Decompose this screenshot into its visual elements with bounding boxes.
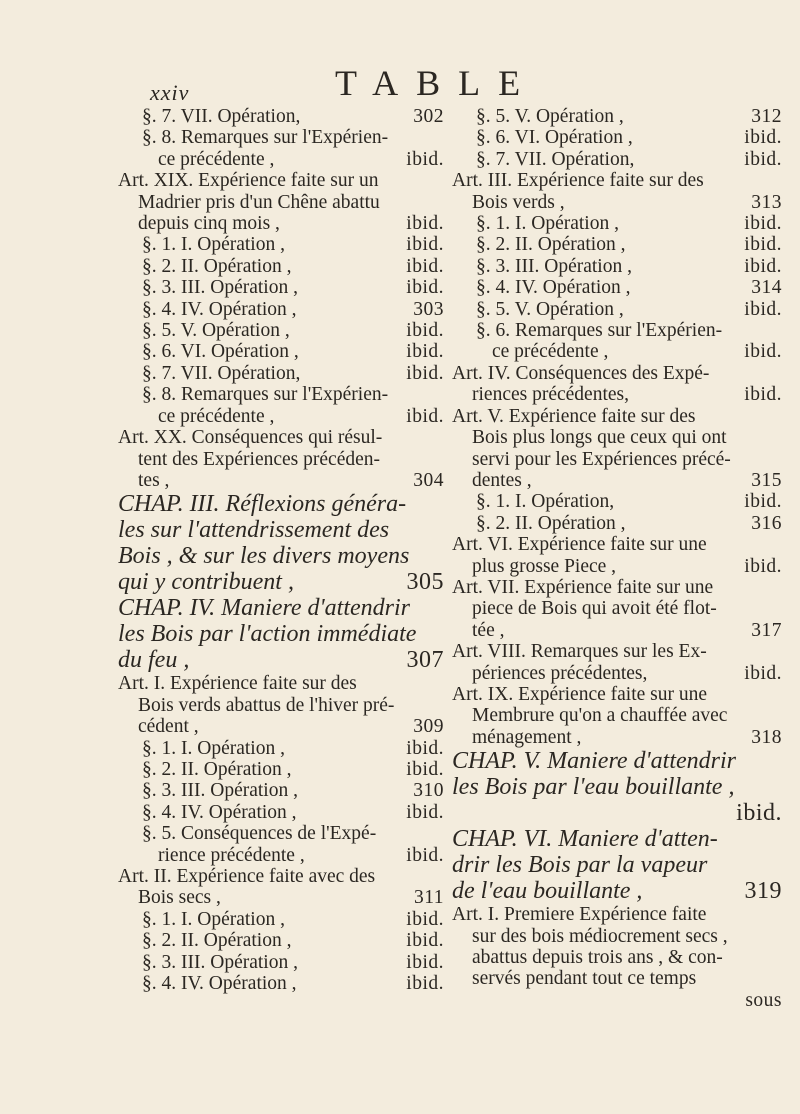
toc-entry-page: 305: [406, 569, 444, 596]
toc-entry: [118, 887, 444, 908]
toc-entry-text: §. 5. V. Opération ,: [142, 320, 290, 342]
toc-entry-text: abattus depuis trois ans , & con-: [472, 947, 723, 968]
toc-entry-text: tée ,: [472, 619, 505, 641]
toc-entry-text: Bois , & sur les divers moyens: [118, 543, 410, 570]
toc-entry-text: Art. VI. Expérience faite sur une: [452, 534, 707, 556]
toc-entry-text: plus grosse Piece ,: [472, 555, 617, 577]
toc-entry: [452, 449, 782, 470]
toc-entry-text: Bois verds ,: [472, 191, 565, 213]
toc-entry-text: Art. I. Expérience faite sur des: [118, 673, 357, 695]
toc-entry: [118, 170, 444, 191]
toc-entry-text: servés pendant tout ce temps: [472, 968, 697, 990]
toc-entry-text: §. 3. III. Opération ,: [142, 277, 298, 299]
toc-entry: [452, 299, 782, 320]
toc-entry-page: ibid.: [406, 362, 444, 384]
toc-entry: [452, 684, 782, 705]
toc-entry-text: Art. II. Expérience faite avec des: [118, 865, 376, 887]
toc-entry-text: Madrier pris d'un Chêne abattu: [138, 191, 380, 213]
toc-entry: [118, 234, 444, 255]
toc-entry: [118, 952, 444, 973]
toc-entry-text: §. 6. VI. Opération ,: [476, 127, 633, 149]
toc-entry: [452, 926, 782, 947]
toc-entry-text: Art. IV. Conséquences des Expé-: [452, 362, 710, 384]
toc-entry-text: §. 4. IV. Opération ,: [142, 801, 297, 823]
toc-entry-page: ibid.: [744, 384, 782, 406]
toc-entry: [118, 802, 444, 823]
toc-entry-text: de l'eau bouillante ,: [452, 878, 643, 905]
toc-entry-page: 314: [751, 277, 782, 299]
toc-entry-text: riences précédentes,: [472, 384, 629, 406]
toc-entry-text: ce précédente ,: [158, 405, 275, 427]
toc-entry: [452, 491, 782, 512]
toc-entry-text: §. 6. Remarques sur l'Expérien-: [476, 320, 723, 342]
toc-entry: [452, 513, 782, 534]
toc-entry-text: §. 3. III. Opération ,: [476, 255, 632, 277]
toc-entry-text: Art. XIX. Expérience faite sur un: [118, 170, 379, 192]
toc-entry-text: les Bois par l'action immédiate: [118, 621, 417, 648]
toc-entry-text: §. 7. VII. Opération,: [142, 362, 301, 384]
toc-entry-text: §. 2. II. Opération ,: [476, 234, 626, 256]
toc-entry: [118, 866, 444, 887]
toc-entry-page: sous: [745, 989, 782, 1011]
toc-entry-text: §. 2. II. Opération ,: [142, 758, 292, 780]
toc-entry: [118, 973, 444, 994]
toc-entry-page: ibid.: [744, 234, 782, 256]
toc-entry-text: ménagement ,: [472, 726, 582, 748]
toc-entry-page: ibid.: [406, 908, 444, 930]
toc-entry: [452, 320, 782, 341]
toc-entry: [118, 192, 444, 213]
page-title: TABLE: [335, 63, 539, 103]
toc-entry: [118, 256, 444, 277]
toc-entry-page: ibid.: [406, 148, 444, 170]
toc-entry-text: §. 8. Remarques sur l'Expérien-: [142, 384, 389, 406]
toc-entry: [118, 845, 444, 866]
toc-entry: [452, 641, 782, 662]
toc-entry-page: ibid.: [744, 255, 782, 277]
toc-entry-text: §. 1. I. Opération ,: [476, 213, 619, 235]
toc-entry: [118, 909, 444, 930]
toc-entry-text: dentes ,: [472, 469, 532, 491]
toc-entry-page: 317: [751, 619, 782, 641]
toc-entry-page: ibid.: [406, 758, 444, 780]
toc-entry-text: §. 3. III. Opération ,: [142, 780, 298, 802]
toc-entry-text: §. 6. VI. Opération ,: [142, 341, 299, 363]
toc-entry-page: ibid.: [744, 298, 782, 320]
toc-entry: [452, 363, 782, 384]
toc-entry-text: Art. V. Expérience faite sur des: [452, 405, 696, 427]
toc-entry: [118, 427, 444, 448]
toc-entry: [118, 384, 444, 405]
toc-entry: [118, 647, 444, 673]
toc-entry-text: qui y contribuent ,: [118, 569, 294, 596]
toc-entry-text: les sur l'attendrissement des: [118, 517, 390, 544]
toc-entry: [452, 748, 782, 774]
toc-entry-text: §. 5. V. Opération ,: [476, 298, 624, 320]
toc-entry-text: cédent ,: [138, 716, 199, 738]
toc-entry: [452, 556, 782, 577]
toc-entry-page: ibid.: [406, 801, 444, 823]
toc-entry-text: Art. I. Premiere Expérience faite: [452, 904, 707, 926]
toc-entry: [452, 598, 782, 619]
toc-entry: [452, 192, 782, 213]
toc-entry-text: drir les Bois par la vapeur: [452, 852, 708, 879]
toc-entry-text: sur des bois médiocrement secs ,: [472, 925, 728, 947]
toc-entry-text: §. 7. VII. Opération,: [476, 148, 635, 170]
toc-entry: [118, 320, 444, 341]
toc-entry: [452, 170, 782, 191]
toc-entry-text: CHAP. V. Maniere d'attendrir: [452, 748, 737, 775]
toc-entry-text: CHAP. III. Réflexions généra-: [118, 491, 407, 518]
toc-entry-page: 312: [751, 106, 782, 127]
toc-entry-text: servi pour les Expériences précé-: [472, 448, 731, 470]
toc-entry-text: rience précédente ,: [158, 844, 305, 866]
toc-entry-page: ibid.: [736, 800, 782, 827]
toc-entry-text: §. 1. I. Opération ,: [142, 908, 285, 930]
toc-entry-text: CHAP. IV. Maniere d'attendrir: [118, 595, 411, 622]
toc-entry-text: Bois secs ,: [138, 887, 221, 909]
toc-entry-text: §. 2. II. Opération ,: [142, 255, 292, 277]
toc-entry: [452, 149, 782, 170]
toc-entry-page: 319: [744, 878, 782, 905]
toc-entry: [452, 852, 782, 878]
toc-entry-text: §. 1. I. Opération ,: [142, 737, 285, 759]
toc-entry: [118, 106, 444, 127]
toc-entry-page: 303: [413, 298, 444, 320]
toc-entry-page: ibid.: [744, 341, 782, 363]
toc-entry-page: 309: [413, 716, 444, 738]
toc-entry: [118, 595, 444, 621]
toc-entry: [452, 384, 782, 405]
toc-entry-page: ibid.: [406, 234, 444, 256]
toc-entry: [452, 727, 782, 748]
page-folio: xxiv: [150, 80, 190, 105]
toc-entry-text: CHAP. VI. Maniere d'atten-: [452, 826, 718, 853]
toc-entry-page: 315: [751, 469, 782, 491]
toc-entry: [452, 470, 782, 491]
toc-entry-text: §. 8. Remarques sur l'Expérien-: [142, 127, 389, 149]
toc-entry-page: ibid.: [406, 320, 444, 342]
toc-entry: [452, 234, 782, 255]
toc-entry-page: ibid.: [406, 973, 444, 994]
toc-entry: [118, 621, 444, 647]
toc-entry-page: 311: [413, 887, 444, 909]
toc-entry: [452, 427, 782, 448]
toc-entry-text: §. 1. I. Opération ,: [142, 234, 285, 256]
toc-entry: [452, 106, 782, 127]
toc-entry: [118, 277, 444, 298]
toc-entry: [118, 569, 444, 595]
toc-entry-text: Art. VIII. Remarques sur les Ex-: [452, 641, 707, 663]
toc-entry-page: ibid.: [406, 844, 444, 866]
toc-entry-page: 307: [406, 647, 444, 674]
toc-entry-text: ce précédente ,: [158, 148, 275, 170]
toc-entry: [452, 256, 782, 277]
toc-entry-page: 318: [751, 726, 782, 748]
toc-entry-text: Art. IX. Expérience faite sur une: [452, 683, 708, 705]
toc-entry-text: §. 3. III. Opération ,: [142, 951, 298, 973]
toc-entry: [452, 990, 782, 1011]
toc-entry-text: Art. III. Expérience faite sur des: [452, 170, 704, 192]
toc-entry-text: §. 4. IV. Opération ,: [476, 277, 631, 299]
toc-entry: [118, 213, 444, 234]
toc-entry-page: ibid.: [406, 737, 444, 759]
toc-entry-page: 304: [413, 469, 444, 491]
toc-entry: [118, 823, 444, 844]
toc-entry-text: Art. XX. Conséquences qui résul-: [118, 427, 383, 449]
toc-entry-text: du feu ,: [118, 647, 190, 674]
toc-entry: [118, 695, 444, 716]
toc-entry-text: §. 1. I. Opération,: [476, 491, 615, 513]
toc-entry-text: les Bois par l'eau bouillante ,: [452, 774, 735, 801]
toc-entry-page: ibid.: [744, 148, 782, 170]
toc-entry-text: Art. VII. Expérience faite sur une: [452, 576, 714, 598]
toc-entry-page: ibid.: [406, 213, 444, 235]
toc-entry-text: Bois plus longs que ceux qui ont: [472, 427, 727, 449]
toc-entry-text: tes ,: [138, 469, 170, 491]
toc-entry: [452, 534, 782, 555]
toc-entry: [452, 705, 782, 726]
toc-entry-text: §. 5. Conséquences de l'Expé-: [142, 823, 377, 845]
toc-entry-page: ibid.: [744, 662, 782, 684]
toc-entry: [118, 780, 444, 801]
toc-entry-text: Membrure qu'on a chauffée avec: [472, 705, 728, 727]
toc-entry: [118, 930, 444, 951]
toc-entry-text: §. 2. II. Opération ,: [476, 512, 626, 534]
toc-entry: [118, 491, 444, 517]
toc-entry: [118, 738, 444, 759]
toc-entry-text: §. 4. IV. Opération ,: [142, 973, 297, 994]
toc-entry-page: ibid.: [744, 213, 782, 235]
toc-entry: [452, 577, 782, 598]
toc-entry: [118, 149, 444, 170]
toc-entry: [118, 716, 444, 737]
toc-entry: [118, 341, 444, 362]
toc-entry-page: ibid.: [406, 930, 444, 952]
toc-entry-page: ibid.: [406, 951, 444, 973]
toc-entry-page: ibid.: [744, 555, 782, 577]
toc-left-column: [118, 106, 444, 994]
toc-entry: [452, 826, 782, 852]
toc-entry-page: ibid.: [744, 491, 782, 513]
toc-entry: [452, 620, 782, 641]
toc-entry: [452, 127, 782, 148]
toc-entry-page: 310: [413, 780, 444, 802]
toc-entry-text: Bois verds abattus de l'hiver pré-: [138, 694, 395, 716]
toc-entry-text: ce précédente ,: [492, 341, 609, 363]
toc-entry: [118, 673, 444, 694]
toc-entry: [452, 663, 782, 684]
toc-entry-text: §. 5. V. Opération ,: [476, 106, 624, 127]
toc-entry-text: depuis cinq mois ,: [138, 213, 280, 235]
toc-entry: [452, 904, 782, 925]
toc-entry: [118, 299, 444, 320]
toc-entry-page: 302: [413, 106, 444, 127]
toc-entry-text: tent des Expériences précéden-: [138, 448, 380, 470]
toc-entry: [118, 543, 444, 569]
toc-entry-page: ibid.: [406, 405, 444, 427]
toc-entry: [452, 968, 782, 989]
toc-entry: [452, 878, 782, 904]
toc-entry: [118, 759, 444, 780]
toc-entry-page: ibid.: [406, 341, 444, 363]
toc-entry-text: §. 4. IV. Opération ,: [142, 298, 297, 320]
toc-entry-page: ibid.: [744, 127, 782, 149]
toc-entry: [452, 406, 782, 427]
toc-entry-text: §. 2. II. Opération ,: [142, 930, 292, 952]
toc-entry: [452, 800, 782, 826]
toc-entry: [452, 341, 782, 362]
toc-entry: [118, 406, 444, 427]
toc-entry: [118, 363, 444, 384]
toc-right-column: [452, 106, 782, 1011]
toc-entry-text: périences précédentes,: [472, 662, 648, 684]
toc-entry-text: §. 7. VII. Opération,: [142, 106, 301, 127]
toc-entry: [118, 470, 444, 491]
toc-entry: [452, 774, 782, 800]
toc-entry-page: 316: [751, 512, 782, 534]
toc-entry-page: 313: [751, 191, 782, 213]
toc-entry: [452, 947, 782, 968]
toc-entry: [118, 127, 444, 148]
toc-entry: [118, 517, 444, 543]
toc-entry-text: piece de Bois qui avoit été flot-: [472, 598, 717, 620]
toc-entry: [452, 277, 782, 298]
toc-entry-page: ibid.: [406, 255, 444, 277]
toc-entry-page: ibid.: [406, 277, 444, 299]
toc-entry: [452, 213, 782, 234]
toc-entry: [118, 449, 444, 470]
